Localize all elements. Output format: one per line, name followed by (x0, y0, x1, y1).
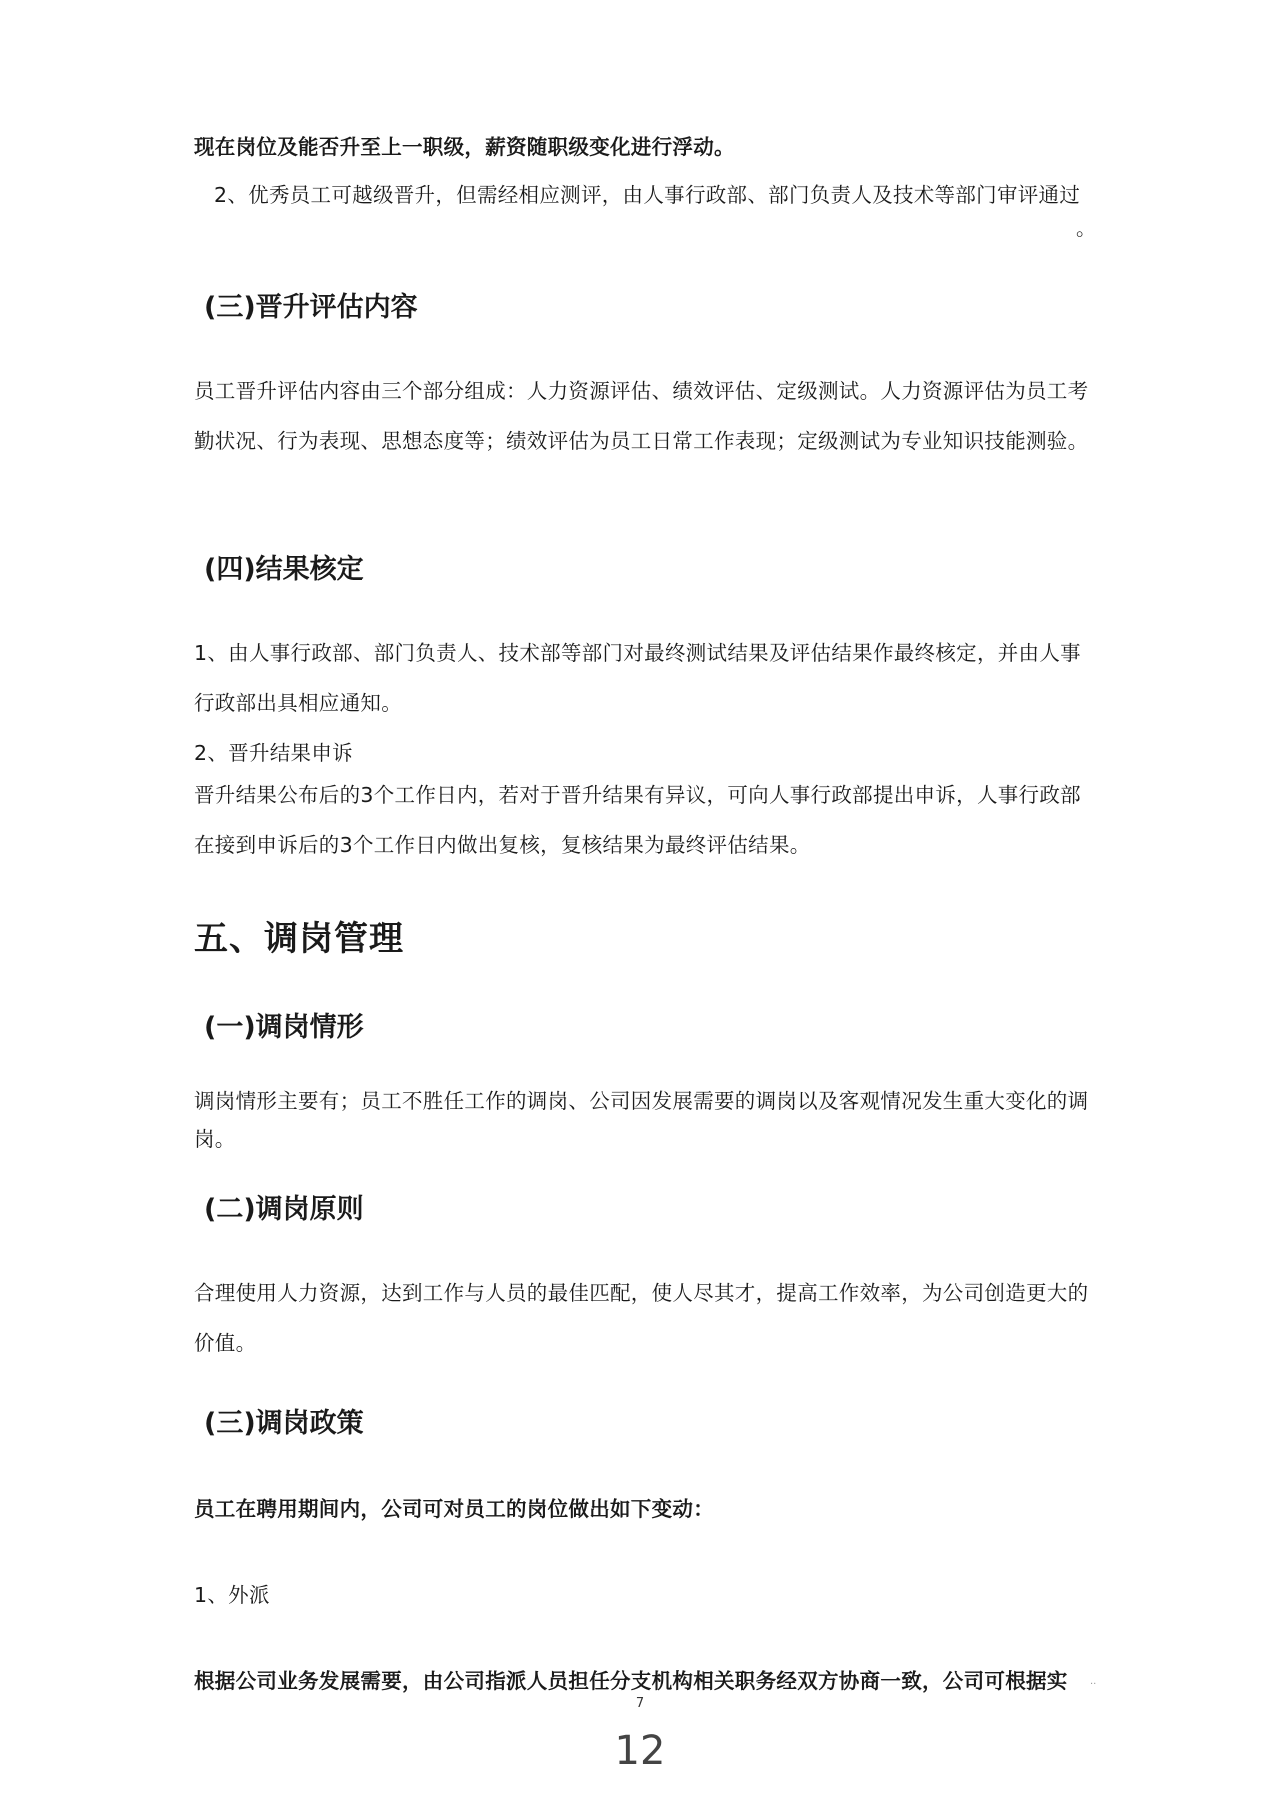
c5-sec2-heading: (二)调岗原则 (204, 1194, 364, 1225)
trail-mark: .. (1090, 1676, 1097, 1687)
chapter5-heading: 五、调岗管理 (194, 919, 404, 959)
promotion-item-2: 2、优秀员工可越级晋升，但需经相应测评，由人事行政部、部门负责人及技术等部门审评通过 (214, 183, 1081, 207)
c5-sec1-heading: (一)调岗情形 (204, 1012, 364, 1043)
sec4-item1: 1、由人事行政部、部门负责人、技术部等部门对最终测试结果及评估结果作最终核定，并由人事行政部出具相应通知。 (194, 641, 1081, 715)
sec4-heading: (四)结果核定 (204, 554, 364, 585)
promotion-item-2-end: 。 (1076, 216, 1096, 240)
c5-sec3-item1: 1、外派 (194, 1583, 270, 1607)
top-line: 现在岗位及能否升至上一职级，薪资随职级变化进行浮动。 (194, 135, 735, 159)
c5-sec3-intro: 员工在聘用期间内，公司可对员工的岗位做出如下变动： (194, 1497, 714, 1521)
c5-sec3-item1-body: 根据公司业务发展需要，由公司指派人员担任分支机构相关职务经双方协商一致，公司可根据实 (194, 1669, 1068, 1693)
c5-sec2-body: 合理使用人力资源，达到工作与人员的最佳匹配，使人尽其才，提高工作效率，为公司创造更大的价值。 (194, 1281, 1089, 1355)
page-number-small: 7 (635, 1696, 645, 1711)
c5-sec1-body: 调岗情形主要有；员工不胜任工作的调岗、公司因发展需要的调岗以及客观情况发生重大变化的调岗。 (194, 1089, 1089, 1151)
page-number-big: 12 (614, 1728, 666, 1774)
sec3-body: 员工晋升评估内容由三个部分组成：人力资源评估、绩效评估、定级测试。人力资源评估为员工考勤状况、行为表现、思想态度等；绩效评估为员工日常工作表现；定级测试为专业知识技能测验。 (194, 379, 1089, 453)
sec4-item2-body: 晋升结果公布后的3个工作日内，若对于晋升结果有异议，可向人事行政部提出申诉，人事行政部在接到申诉后的3个工作日内做出复核，复核结果为最终评估结果。 (194, 783, 1081, 857)
c5-sec3-heading: (三)调岗政策 (204, 1408, 364, 1439)
sec3-heading: (三)晋升评估内容 (204, 292, 418, 323)
sec4-item2-title: 2、晋升结果申诉 (194, 741, 353, 765)
